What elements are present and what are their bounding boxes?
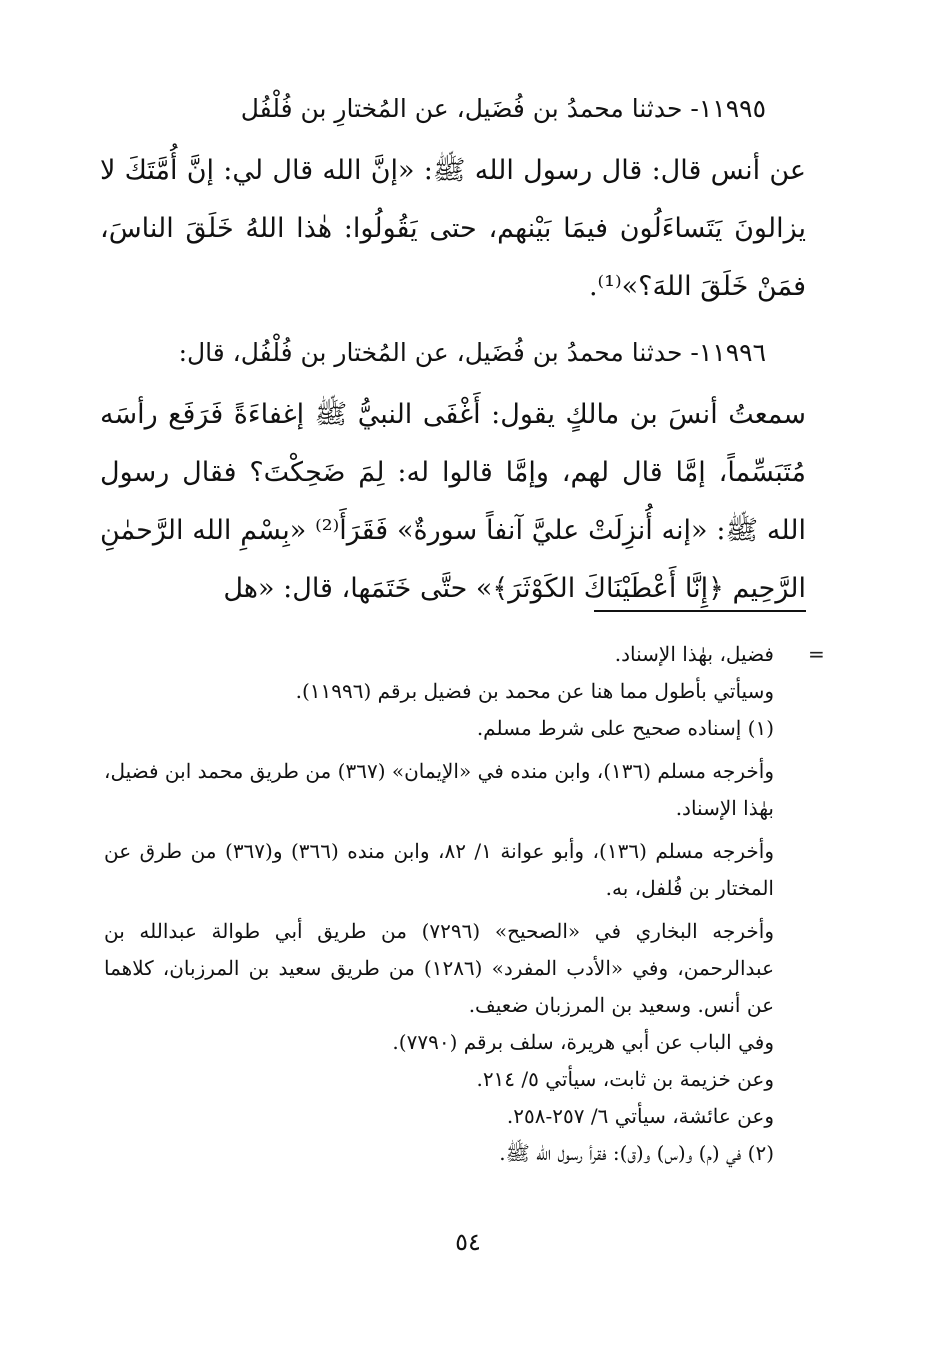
main-text	[100, 86, 806, 632]
footnote-separator	[594, 610, 806, 612]
footnote-2: (٢) في (م) و(س) و(ق): فقرأ رسول الله ﷺ.	[499, 1141, 774, 1165]
footnote-1-grading: (١) إسناده صحيح على شرط مسلم.	[476, 716, 774, 740]
footnotes	[104, 636, 806, 1172]
page-number: ٥٤	[455, 1228, 481, 1256]
footnote-1-bab-abu-hurayra: وفي الباب عن أبي هريرة، سلف برقم (٧٧٩٠).	[392, 1030, 774, 1054]
footnote-1-bab-aisha: وعن عائشة، سيأتي ٦/ ٢٥٧-٢٥٨.	[506, 1104, 774, 1128]
hadith-1995-isnad: ١١٩٩٥- حدثنا محمدُ بن فُضَيل، عن المُختارِ بن فُلْفُل	[240, 94, 766, 123]
hadith-1996-isnad: ١١٩٩٦- حدثنا محمدُ بن فُضَيل، عن المُختار بن فُلْفُل، قال:	[178, 338, 766, 367]
footnote-continuation-mark: =	[808, 642, 825, 666]
footnote-cross-reference: وسيأتي بأطول مما هنا عن محمد بن فضيل برقم (١١٩٩٦).	[295, 679, 774, 703]
footnote-1-takhrij-turuq: وأخرجه مسلم (١٣٦)، وأبو عوانة ١/ ٨٢، وابن منده (٣٦٦) و(٣٦٧) من طرق عن المختار بن فُلفل، به.	[104, 839, 775, 900]
hadith-1995-text: عن أنس قال: قال رسول الله ﷺ: «إنَّ الله قال لي: إنَّ أُمَّتَكَ لا يزالونَ يَتَساءَلُون فيمَا بَيْنهم، حتى يَقُولُوا: هٰذا اللهُ خَلَقَ الناسَ، فمَنْ خَلَقَ اللهَ؟»⁽¹⁾.	[100, 155, 806, 302]
footnote-1-bab-khuzayma: وعن خزيمة بن ثابت، سيأتي ٥/ ٢١٤.	[476, 1067, 774, 1091]
footnote-1-takhrij-muslim: وأخرجه مسلم (١٣٦)، وابن منده في «الإيمان» (٣٦٧) من طريق محمد ابن فضيل، بهٰذا الإسناد.	[104, 759, 774, 820]
hadith-1996-text: سمعتُ أنسَ بن مالكٍ يقول: أَغْفَى النبيُّ ﷺ إغفاءَةً فَرَفَع رأسَه مُتَبَسِّماً، إمَّا قال لهم، وإمَّا قالوا له: لِمَ ضَحِكْتَ؟ فقال رسول الله ﷺ: «إنه أُنزِلَتْ عليَّ آنفاً سورةٌ» فَقَرَأَ⁽²⁾ «بِسْمِ الله الرَّحمٰنِ الرَّحِيم ﴿إِنَّا أَعْطَيْنَاكَ الكَوْثَرَ﴾» حتَّى خَتَمَها، قال: «هل	[100, 399, 807, 604]
footnote-1-takhrij-bukhari: وأخرجه البخاري في «الصحيح» (٧٢٩٦) من طريق أبي طوالة عبدالله بن عبدالرحمن، وفي «الأدب المفرد» (١٢٨٦) من طريق سعيد بن المرزبان، كلاهما عن أنس. وسعيد بن المرزبان ضعيف.	[104, 919, 774, 1017]
footnote-continued-line: فضيل، بهٰذا الإسناد.	[614, 642, 774, 666]
